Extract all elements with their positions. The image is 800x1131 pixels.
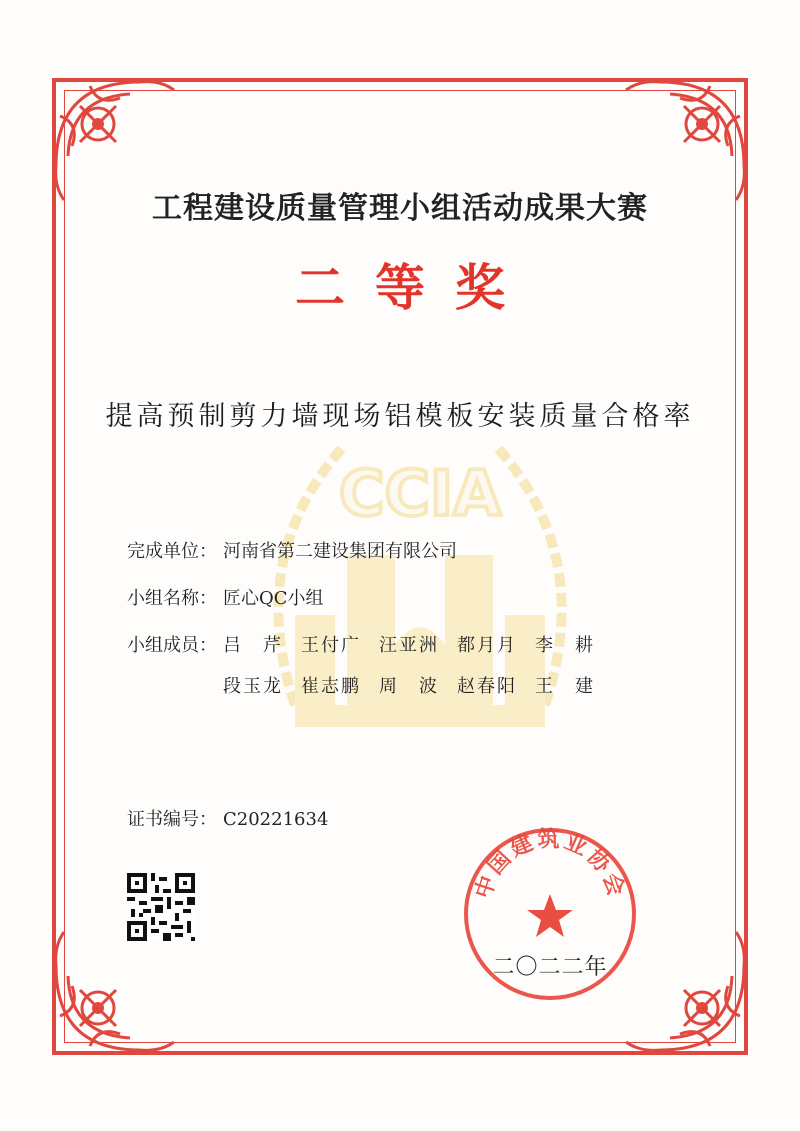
award-level: 二等奖 [295, 258, 535, 317]
member-name: 李耕 [535, 635, 615, 656]
seal-year: 二〇二二年 [492, 955, 608, 980]
qr-code-icon [127, 873, 195, 941]
member-name: 崔志鹏 [301, 676, 361, 697]
member-name: 王建 [535, 676, 615, 697]
unit-row [127, 537, 457, 563]
members-label: 小组成员： [127, 635, 217, 656]
member-name: 汪亚洲 [379, 635, 439, 656]
member-name: 都月月 [457, 635, 517, 656]
group-label: 小组名称： [127, 588, 217, 609]
member-name: 王付广 [301, 635, 361, 656]
organization-seal [462, 826, 638, 1002]
seal-organization-name: 中国建筑业协会 [470, 826, 630, 902]
group-value: 匠心QC小组 [223, 588, 324, 609]
certificate-number-label: 证书编号： [127, 809, 217, 830]
member-name: 吕芹 [223, 635, 303, 656]
member-name: 赵春阳 [457, 676, 517, 697]
member-name: 周波 [379, 676, 459, 697]
group-row [127, 584, 324, 610]
star-icon [527, 894, 573, 937]
competition-title: 工程建设质量管理小组活动成果大赛 [152, 191, 648, 226]
unit-label: 完成单位： [127, 541, 217, 562]
ccia-logo-text: CCIA [338, 457, 502, 530]
unit-value: 河南省第二建设集团有限公司 [223, 541, 457, 562]
members-row-1 [127, 631, 613, 657]
project-title: 提高预制剪力墙现场铝模板安装质量合格率 [105, 401, 695, 432]
member-name: 段玉龙 [223, 676, 283, 697]
ornamental-corner-icon [50, 926, 180, 1056]
svg-text:中国建筑业协会 [470, 827, 630, 902]
certificate-number-row [127, 805, 328, 831]
certificate-number-value: C20221634 [223, 809, 329, 830]
ornamental-corner-icon [620, 926, 750, 1056]
members-row-2 [127, 672, 613, 698]
